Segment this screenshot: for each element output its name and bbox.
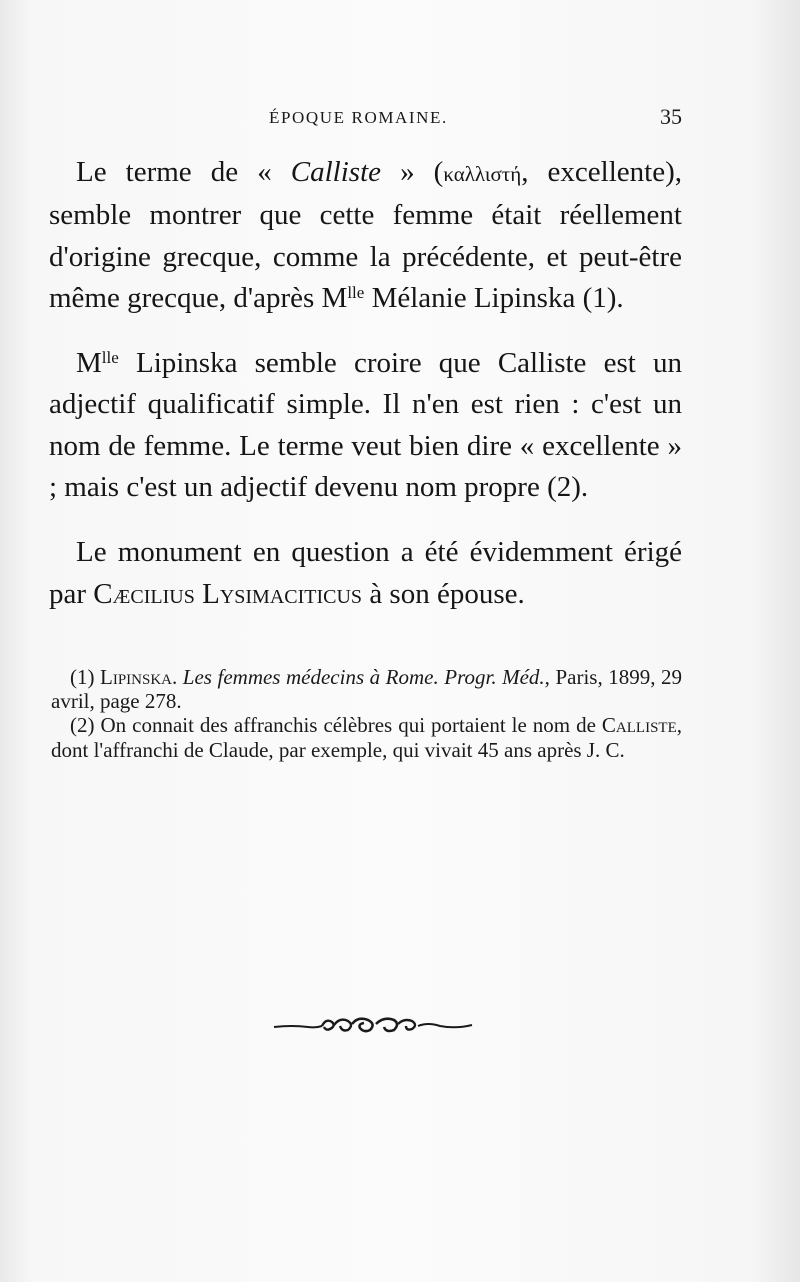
text-run: , dont l'affranchi de Claude, par exemple, qui vivait 45 ans après J. C.	[51, 713, 682, 762]
page-number: 35	[660, 104, 682, 129]
text-run: » (	[381, 156, 444, 188]
text-run: .	[172, 665, 183, 689]
text-run: , Paris, 1899, 29 avril, page 278.	[51, 665, 682, 714]
body-text	[49, 152, 682, 615]
text-run: (2) On connait des affranchis célèbres qui portaient le nom de	[70, 713, 602, 738]
footnote-2	[51, 713, 682, 761]
paragraph-lipinska-adjective	[49, 343, 682, 508]
author-small-caps: Lipinska	[100, 665, 173, 689]
text-run: à son épouse.	[362, 577, 525, 610]
text-run: Lipinska semble croire que Calliste est un adjectif qualificatif simple. Il n'en est rien : c'est un nom de femme. Le terme veut bien dire « excellente » ; mais c'est un adjectif devenu nom propre (2).	[49, 347, 682, 504]
paragraph-monument	[49, 532, 682, 615]
text-run: Mélanie Lipinska (1).	[364, 281, 624, 314]
name-small-caps: Calliste	[601, 713, 677, 738]
superscript: lle	[347, 282, 365, 302]
greek-word: καλλιστή	[443, 162, 522, 186]
superscript: lle	[101, 348, 119, 368]
running-head: ÉPOQUE ROMAINE.	[269, 108, 448, 127]
fleuron-ornament-icon	[272, 1012, 474, 1038]
text-run: , excellente), semble montrer que cette femme était réellement d'origine grecque, comme la précédente, et peut-être même grecque, d'après M	[49, 156, 682, 314]
paragraph-calliste-term	[49, 152, 682, 319]
footnotes	[51, 665, 682, 762]
text-run: Le monument en question a été évidemment érigé par	[49, 536, 682, 610]
citation-title: Les femmes médecins à Rome. Progr. Méd.	[182, 665, 545, 689]
person-name-small-caps: Cæcilius Lysimaciticus	[93, 577, 363, 610]
text-run: Le terme de «	[76, 156, 291, 188]
calliste-italic: Calliste	[290, 156, 382, 188]
footnote-marker: (1)	[70, 665, 101, 689]
page-header	[48, 104, 682, 134]
footnote-1	[51, 665, 682, 713]
text-run: M	[76, 347, 102, 380]
